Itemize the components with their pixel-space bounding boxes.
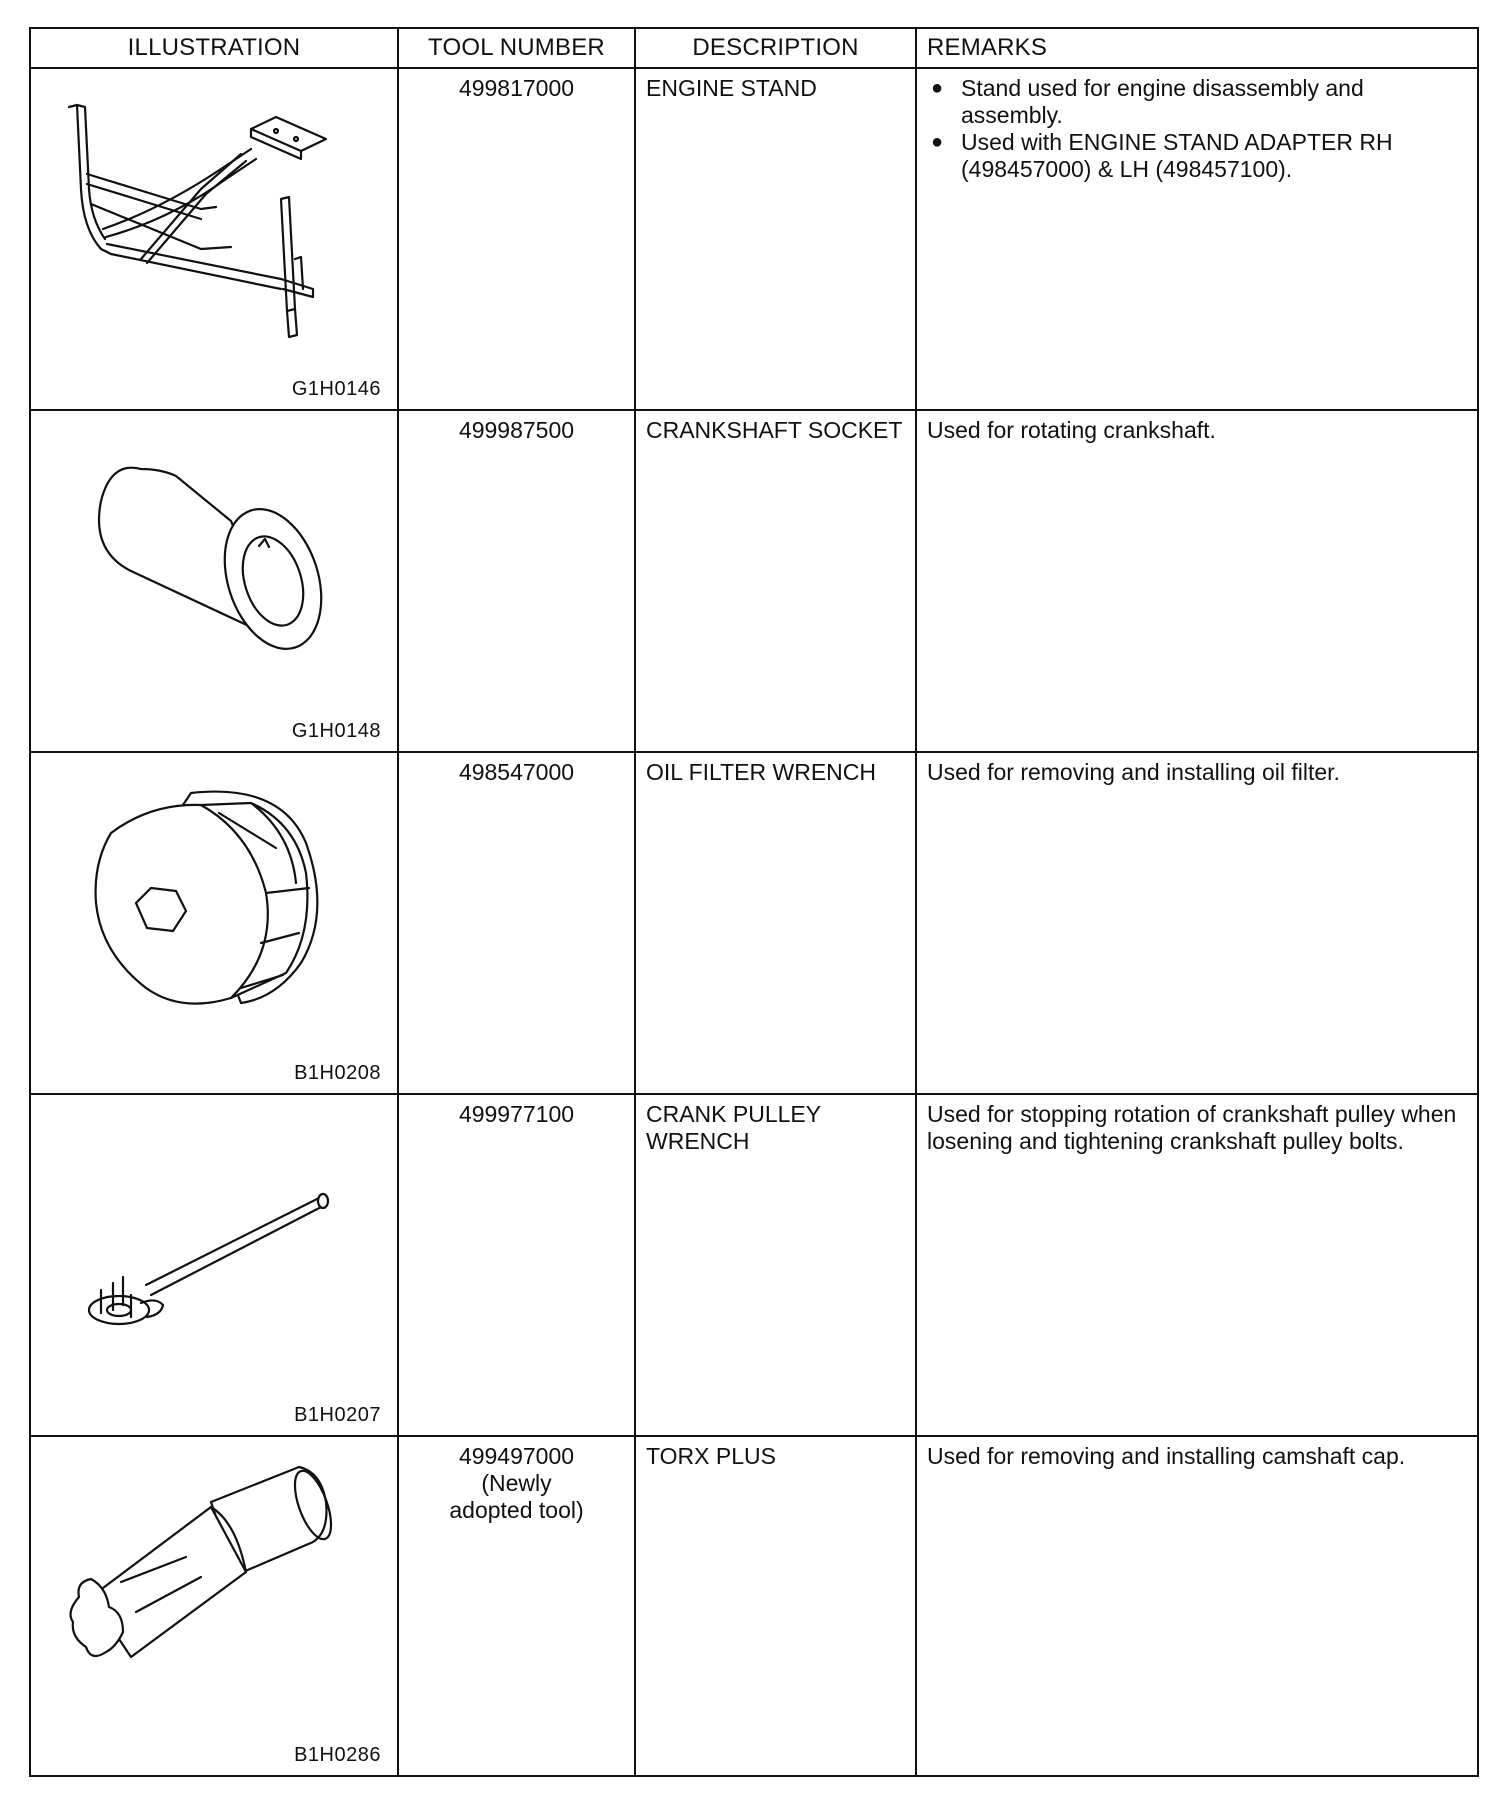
tool-number: 498547000: [458, 759, 575, 785]
bullet-icon: ●: [931, 131, 944, 153]
header-remarks: REMARKS: [916, 28, 1478, 68]
figure-code: B1H0207: [294, 1404, 381, 1426]
figure-code: B1H0208: [294, 1062, 381, 1084]
tool-number-note: (Newly adopted tool): [449, 1470, 584, 1523]
tool-number: 499987500: [458, 417, 575, 443]
header-illustration: ILLUSTRATION: [30, 28, 398, 68]
remarks-list: [927, 75, 1467, 183]
remark-text: Used for stopping rotation of crankshaft pulley when losening and tightening crankshaft pulley bolts.: [927, 1101, 1457, 1154]
remark-item: ● Used with ENGINE STAND ADAPTER RH (498457000) & LH (498457100).: [931, 129, 1393, 182]
remarks-cell: [916, 410, 1478, 752]
description-cell: [635, 752, 916, 1094]
tool-number-cell: [398, 410, 635, 752]
crank-pulley-wrench-icon: [51, 1105, 351, 1375]
tool-number-cell: [398, 1436, 635, 1776]
illustration-cell: [30, 68, 398, 410]
table-header-row: [30, 28, 1478, 68]
engine-stand-icon: [51, 79, 351, 349]
illustration-cell: [30, 1094, 398, 1436]
illustration-cell: [30, 410, 398, 752]
tool-description: CRANKSHAFT SOCKET: [646, 417, 903, 443]
description-cell: [635, 1094, 916, 1436]
header-tool-number: TOOL NUMBER: [398, 28, 635, 68]
tool-number-cell: [398, 752, 635, 1094]
crankshaft-socket-icon: [51, 421, 351, 691]
tool-description: TORX PLUS: [646, 1443, 776, 1469]
figure-code: G1H0148: [291, 720, 381, 742]
header-description: DESCRIPTION: [635, 28, 916, 68]
special-tools-table: [29, 27, 1479, 1777]
remarks-cell: [916, 1094, 1478, 1436]
table-row: [30, 1436, 1478, 1776]
remark-item: ● Stand used for engine disassembly and assembly.: [931, 75, 1364, 128]
tool-number: 499977100: [458, 1101, 575, 1127]
table-row: [30, 1094, 1478, 1436]
remarks-cell: [916, 1436, 1478, 1776]
tool-number: 499817000: [458, 75, 575, 101]
oil-filter-wrench-icon: [51, 763, 351, 1033]
table-row: [30, 68, 1478, 410]
remarks-cell: [916, 68, 1478, 410]
remark-text: Used for removing and installing camshaft cap.: [927, 1443, 1406, 1469]
illustration-cell: [30, 752, 398, 1094]
table-row: [30, 752, 1478, 1094]
bullet-icon: ●: [931, 77, 944, 99]
description-cell: [635, 1436, 916, 1776]
tool-description: CRANK PULLEY WRENCH: [646, 1101, 821, 1154]
illustration-cell: [30, 1436, 398, 1776]
table-row: [30, 410, 1478, 752]
description-cell: [635, 68, 916, 410]
remark-text: Used for removing and installing oil filter.: [927, 759, 1340, 785]
tool-description: OIL FILTER WRENCH: [646, 759, 877, 785]
figure-code: B1H0286: [294, 1744, 381, 1766]
remarks-cell: [916, 752, 1478, 1094]
tool-number-cell: [398, 1094, 635, 1436]
tool-description: ENGINE STAND: [646, 75, 817, 101]
remark-text: Used for rotating crankshaft.: [927, 417, 1216, 443]
description-cell: [635, 410, 916, 752]
torx-plus-icon: [51, 1447, 351, 1717]
tool-number-cell: [398, 68, 635, 410]
figure-code: G1H0146: [291, 378, 381, 400]
tool-number: 499497000 (Newly adopted tool): [399, 1437, 634, 1524]
special-tools-page: [29, 27, 1477, 1778]
